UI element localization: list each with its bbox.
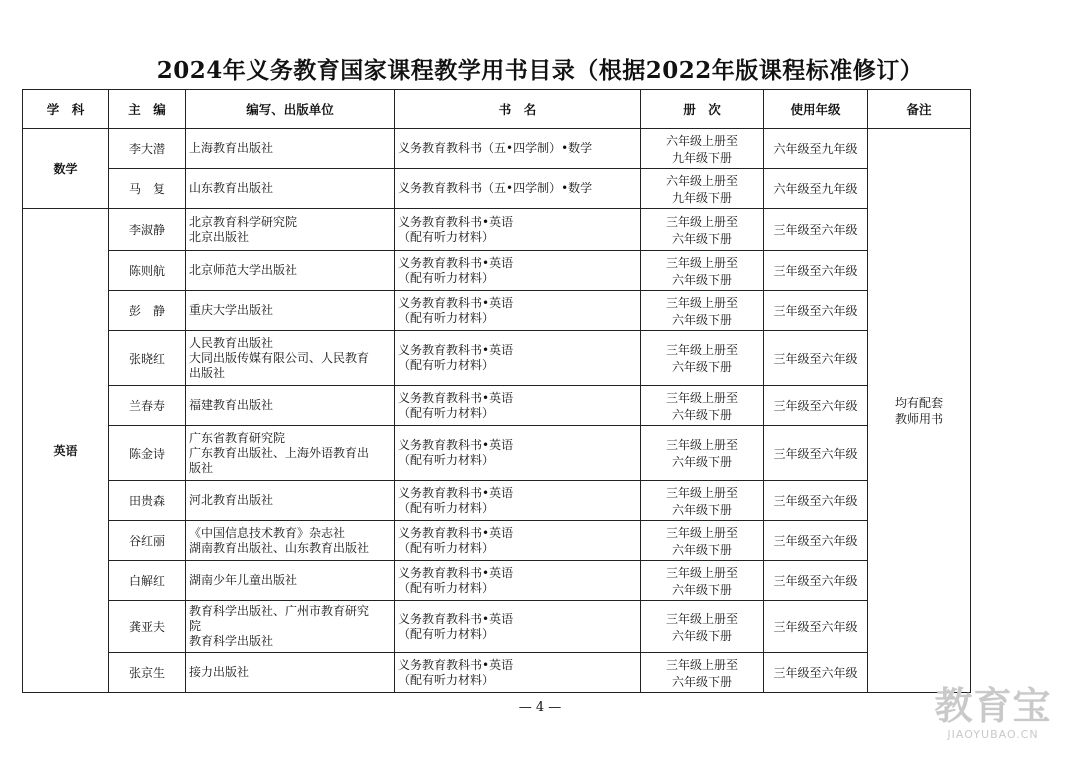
- volume-cell: 三年级上册至 六年级下册: [641, 251, 764, 291]
- volume-cell: 三年级上册至 六年级下册: [641, 331, 764, 386]
- volume-cell: 三年级上册至 六年级下册: [641, 291, 764, 331]
- table-row: [23, 251, 971, 291]
- book-title-cell: 义务教育教科书（五•四学制）•数学: [395, 169, 641, 209]
- document-title: 2024年义务教育国家课程教学用书目录（根据2022年版课程标准修订）: [156, 57, 924, 84]
- watermark-logo: [918, 684, 1068, 741]
- table-row: [23, 291, 971, 331]
- publisher-cell: 河北教育出版社: [186, 481, 395, 521]
- publisher-cell: 上海教育出版社: [186, 129, 395, 169]
- editor-cell: 张晓红: [109, 331, 186, 386]
- volume-cell: 六年级上册至 九年级下册: [641, 129, 764, 169]
- grade-cell: 三年级至六年级: [764, 561, 868, 601]
- table-row: [23, 386, 971, 426]
- table-row: [23, 653, 971, 693]
- grade-cell: 三年级至六年级: [764, 481, 868, 521]
- publisher-cell: 湖南少年儿童出版社: [186, 561, 395, 601]
- publisher-cell: 山东教育出版社: [186, 169, 395, 209]
- header-volume: 册 次: [641, 90, 764, 129]
- header-book-title: 书 名: [395, 90, 641, 129]
- book-title-cell: 义务教育教科书•英语 （配有听力材料）: [395, 251, 641, 291]
- subject-cell: 数学: [23, 129, 109, 209]
- grade-cell: 三年级至六年级: [764, 291, 868, 331]
- table-row: [23, 169, 971, 209]
- grade-cell: 三年级至六年级: [764, 521, 868, 561]
- header-publisher: 编写、出版单位: [186, 90, 395, 129]
- editor-cell: 兰春寿: [109, 386, 186, 426]
- book-title-cell: 义务教育教科书•英语 （配有听力材料）: [395, 653, 641, 693]
- publisher-cell: 北京教育科学研究院 北京出版社: [186, 209, 395, 251]
- grade-cell: 六年级至九年级: [764, 169, 868, 209]
- publisher-cell: 接力出版社: [186, 653, 395, 693]
- table-body: [23, 129, 971, 693]
- volume-cell: 三年级上册至 六年级下册: [641, 561, 764, 601]
- book-title-cell: 义务教育教科书•英语 （配有听力材料）: [395, 561, 641, 601]
- book-title-cell: 义务教育教科书•英语 （配有听力材料）: [395, 331, 641, 386]
- editor-cell: 陈金诗: [109, 426, 186, 481]
- header-editor: 主 编: [109, 90, 186, 129]
- volume-cell: 三年级上册至 六年级下册: [641, 386, 764, 426]
- book-title-cell: 义务教育教科书•英语 （配有听力材料）: [395, 209, 641, 251]
- editor-cell: 马 复: [109, 169, 186, 209]
- header-subject: 学 科: [23, 90, 109, 129]
- table-row: [23, 129, 971, 169]
- volume-cell: 三年级上册至 六年级下册: [641, 653, 764, 693]
- publisher-cell: 北京师范大学出版社: [186, 251, 395, 291]
- table-row: [23, 209, 971, 251]
- publisher-cell: 《中国信息技术教育》杂志社 湖南教育出版社、山东教育出版社: [186, 521, 395, 561]
- publisher-cell: 教育科学出版社、广州市教育研究 院 教育科学出版社: [186, 601, 395, 653]
- editor-cell: 彭 静: [109, 291, 186, 331]
- subject-cell: 英语: [23, 209, 109, 693]
- table-row: [23, 561, 971, 601]
- note-cell: 均有配套 教师用书: [868, 129, 971, 693]
- textbook-catalog-table: [22, 89, 971, 693]
- book-title-cell: 义务教育教科书•英语 （配有听力材料）: [395, 601, 641, 653]
- editor-cell: 龚亚夫: [109, 601, 186, 653]
- table-row: [23, 521, 971, 561]
- table-row: [23, 426, 971, 481]
- watermark-domain: JIAOYUBAO.CN: [947, 728, 1039, 741]
- volume-cell: 三年级上册至 六年级下册: [641, 521, 764, 561]
- book-title-cell: 义务教育教科书•英语 （配有听力材料）: [395, 521, 641, 561]
- grade-cell: 三年级至六年级: [764, 209, 868, 251]
- table-row: [23, 331, 971, 386]
- grade-cell: 三年级至六年级: [764, 426, 868, 481]
- page-number: — 4 —: [518, 700, 562, 715]
- publisher-cell: 人民教育出版社 大同出版传媒有限公司、人民教育 出版社: [186, 331, 395, 386]
- editor-cell: 谷红丽: [109, 521, 186, 561]
- editor-cell: 白解红: [109, 561, 186, 601]
- table-row: [23, 481, 971, 521]
- book-title-cell: 义务教育教科书（五•四学制）•数学: [395, 129, 641, 169]
- publisher-cell: 重庆大学出版社: [186, 291, 395, 331]
- watermark-text: 教育宝: [934, 684, 1052, 728]
- grade-cell: 六年级至九年级: [764, 129, 868, 169]
- book-title-cell: 义务教育教科书•英语 （配有听力材料）: [395, 291, 641, 331]
- volume-cell: 三年级上册至 六年级下册: [641, 426, 764, 481]
- table-header-row: [23, 90, 971, 129]
- book-title-cell: 义务教育教科书•英语 （配有听力材料）: [395, 481, 641, 521]
- book-title-cell: 义务教育教科书•英语 （配有听力材料）: [395, 426, 641, 481]
- editor-cell: 田贵森: [109, 481, 186, 521]
- publisher-cell: 福建教育出版社: [186, 386, 395, 426]
- volume-cell: 三年级上册至 六年级下册: [641, 481, 764, 521]
- grade-cell: 三年级至六年级: [764, 251, 868, 291]
- header-note: 备注: [868, 90, 971, 129]
- volume-cell: 六年级上册至 九年级下册: [641, 169, 764, 209]
- grade-cell: 三年级至六年级: [764, 386, 868, 426]
- editor-cell: 李淑静: [109, 209, 186, 251]
- editor-cell: 李大潜: [109, 129, 186, 169]
- editor-cell: 陈则航: [109, 251, 186, 291]
- publisher-cell: 广东省教育研究院 广东教育出版社、上海外语教育出 版社: [186, 426, 395, 481]
- header-grade: 使用年级: [764, 90, 868, 129]
- editor-cell: 张京生: [109, 653, 186, 693]
- book-title-cell: 义务教育教科书•英语 （配有听力材料）: [395, 386, 641, 426]
- volume-cell: 三年级上册至 六年级下册: [641, 209, 764, 251]
- table-row: [23, 601, 971, 653]
- volume-cell: 三年级上册至 六年级下册: [641, 601, 764, 653]
- grade-cell: 三年级至六年级: [764, 331, 868, 386]
- grade-cell: 三年级至六年级: [764, 653, 868, 693]
- grade-cell: 三年级至六年级: [764, 601, 868, 653]
